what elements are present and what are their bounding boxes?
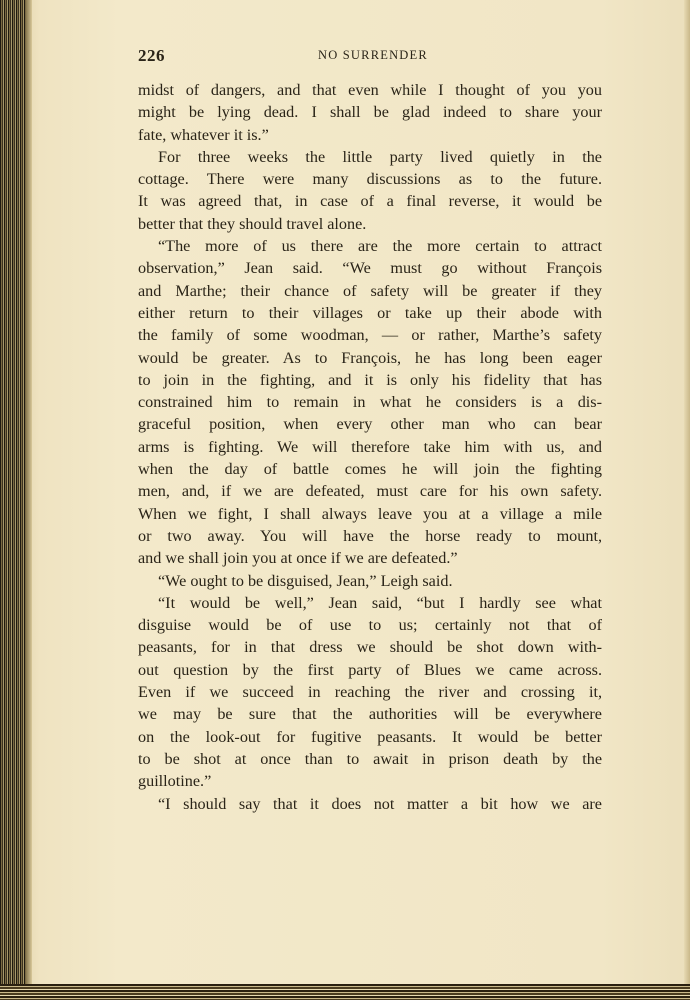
text-line: For three weeks the little party lived quietly in the xyxy=(158,147,602,166)
text-line: out question by the first party of Blues we came across. xyxy=(138,660,602,679)
page-number: 226 xyxy=(138,46,165,65)
text-line: observation,” Jean said. “We must go without François xyxy=(138,259,602,278)
text-line: constrained him to remain in what he considers is a dis- xyxy=(138,393,602,412)
text-line: the family of some woodman, — or rather, Marthe’s safety xyxy=(138,326,602,345)
text-line: arms is fighting. We will therefore take him with us, and xyxy=(138,437,602,456)
text-line: either return to their villages or take up their abode with xyxy=(138,303,602,322)
text-line: when the day of battle comes he will join the fighting xyxy=(138,460,602,479)
body-text xyxy=(138,79,602,815)
text-line: and we shall join you at once if we are defeated.” xyxy=(138,549,458,568)
text-line: guillotine.” xyxy=(138,772,212,791)
text-line: better that they should travel alone. xyxy=(138,214,367,233)
text-line: Even if we succeed in reaching the river and crossing it, xyxy=(138,683,602,702)
text-line: “I should say that it does not matter a bit how we are xyxy=(158,794,602,813)
text-line: peasants, for in that dress we should be shot down with- xyxy=(138,638,602,657)
text-line: When we fight, I shall always leave you at a village a mile xyxy=(138,504,602,523)
text-line: on the look-out for fugitive peasants. It would be better xyxy=(138,727,602,746)
book-spine xyxy=(0,0,26,1000)
text-line: might be lying dead. I shall be glad indeed to share your xyxy=(138,103,602,122)
text-line: men, and, if we are defeated, must care for his own safety. xyxy=(138,482,602,501)
page-right-edge xyxy=(684,0,690,984)
page-header xyxy=(138,46,604,66)
text-line: and Marthe; their chance of safety will be greater if they xyxy=(138,281,602,300)
text-line: would be greater. As to François, he has long been eager xyxy=(138,348,602,367)
text-line: or two away. You will have the horse ready to mount, xyxy=(138,526,602,545)
text-line: cottage. There were many discussions as to the future. xyxy=(138,170,602,189)
text-line: fate, whatever it is.” xyxy=(138,125,269,144)
text-line: “It would be well,” Jean said, “but I hardly see what xyxy=(158,593,602,612)
text-line: to join in the fighting, and it is only his fidelity that has xyxy=(138,370,602,389)
text-line: graceful position, when every other man who can bear xyxy=(138,415,602,434)
text-line: we may be sure that the authorities will be everywhere xyxy=(138,705,602,724)
page-stack-edge xyxy=(0,984,690,1000)
running-head: NO SURRENDER xyxy=(318,48,428,62)
text-line: disguise would be of use to us; certainly not that of xyxy=(138,616,602,635)
text-line: to be shot at once than to await in prison death by the xyxy=(138,749,602,768)
gutter-shadow xyxy=(26,0,32,1000)
text-line: “The more of us there are the more certain to attract xyxy=(158,237,602,256)
text-line: It was agreed that, in case of a final reverse, it would be xyxy=(138,192,602,211)
text-line: midst of dangers, and that even while I thought of you you xyxy=(138,81,602,99)
text-line: “We ought to be disguised, Jean,” Leigh said. xyxy=(158,571,453,590)
